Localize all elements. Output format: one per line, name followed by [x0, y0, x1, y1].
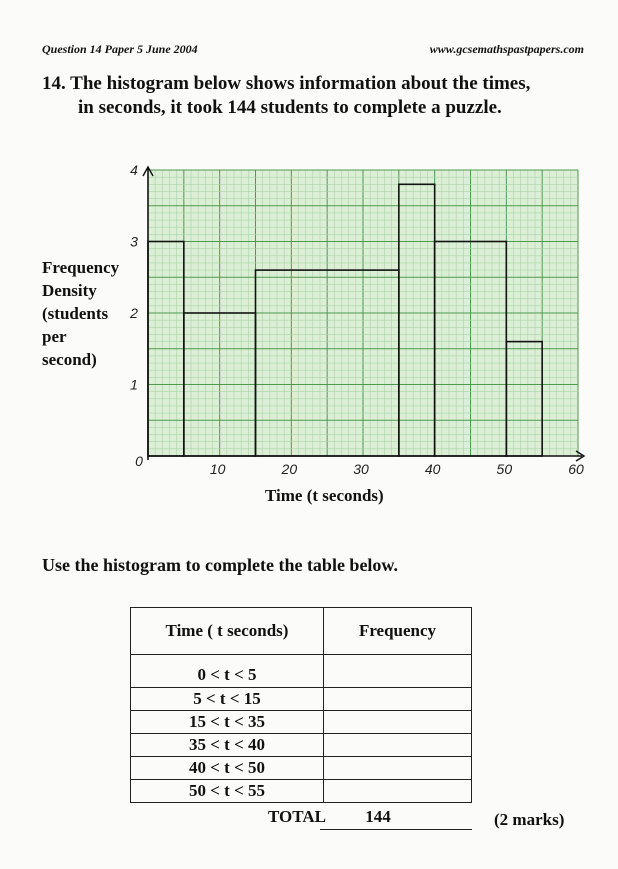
- y-axis-label-line: second): [42, 350, 97, 369]
- question-line-2: in seconds, it took 144 students to complete a puzzle.: [78, 97, 502, 118]
- frequency-cell[interactable]: [324, 655, 472, 688]
- frequency-cell[interactable]: [324, 734, 472, 757]
- y-tick-label: 3: [130, 233, 138, 250]
- interval-cell: 5 < t < 15: [131, 688, 324, 711]
- table-row: [131, 711, 472, 734]
- table-instruction: Use the histogram to complete the table below.: [42, 555, 398, 575]
- x-axis-label: Time (t seconds): [265, 486, 384, 505]
- x-tick-label: 10: [209, 461, 226, 477]
- interval-cell: 50 < t < 55: [131, 780, 324, 803]
- y-tick-label: 1: [130, 376, 138, 393]
- marks-label: (2 marks): [494, 810, 565, 829]
- header-frequency: Frequency: [324, 608, 472, 655]
- x-tick-label: 30: [353, 461, 369, 477]
- table-row: [131, 780, 472, 803]
- x-tick-label: 40: [424, 461, 441, 477]
- x-tick-label: 60: [568, 461, 584, 477]
- x-tick-label: 50: [496, 461, 513, 477]
- interval-cell: 40 < t < 50: [131, 757, 324, 780]
- question-line-1: 14. The histogram below shows information about the times,: [42, 73, 531, 94]
- y-axis-label-line: Frequency: [42, 258, 120, 277]
- total-label: TOTAL: [268, 807, 326, 826]
- x-tick-label: 20: [281, 461, 298, 477]
- frequency-cell[interactable]: [324, 757, 472, 780]
- total-row: [268, 807, 391, 827]
- y-axis-label-line: (students: [42, 304, 109, 323]
- y-tick-label: 2: [130, 305, 138, 321]
- frequency-cell[interactable]: [324, 688, 472, 711]
- x-tick-label: 0: [135, 453, 143, 469]
- total-value: 144: [365, 807, 391, 826]
- interval-cell: 15 < t < 35: [131, 711, 324, 734]
- y-axis-label-line: Density: [42, 281, 97, 300]
- interval-cell: 0 < t < 5: [131, 655, 324, 688]
- frequency-cell[interactable]: [324, 780, 472, 803]
- table-row: [131, 688, 472, 711]
- y-axis-label-line: per: [42, 327, 67, 346]
- header-time: Time ( t seconds): [131, 608, 324, 655]
- table-row: [131, 655, 472, 688]
- header-question-ref: Question 14 Paper 5 June 2004: [42, 42, 198, 56]
- table-row: [131, 734, 472, 757]
- total-underline: [320, 829, 472, 830]
- frequency-table: [130, 607, 472, 803]
- y-axis-label: [42, 256, 119, 371]
- frequency-cell[interactable]: [324, 711, 472, 734]
- y-tick-label: 4: [130, 162, 138, 178]
- header-website: www.gcsemathspastpapers.com: [429, 42, 584, 56]
- table-row: [131, 757, 472, 780]
- interval-cell: 35 < t < 40: [131, 734, 324, 757]
